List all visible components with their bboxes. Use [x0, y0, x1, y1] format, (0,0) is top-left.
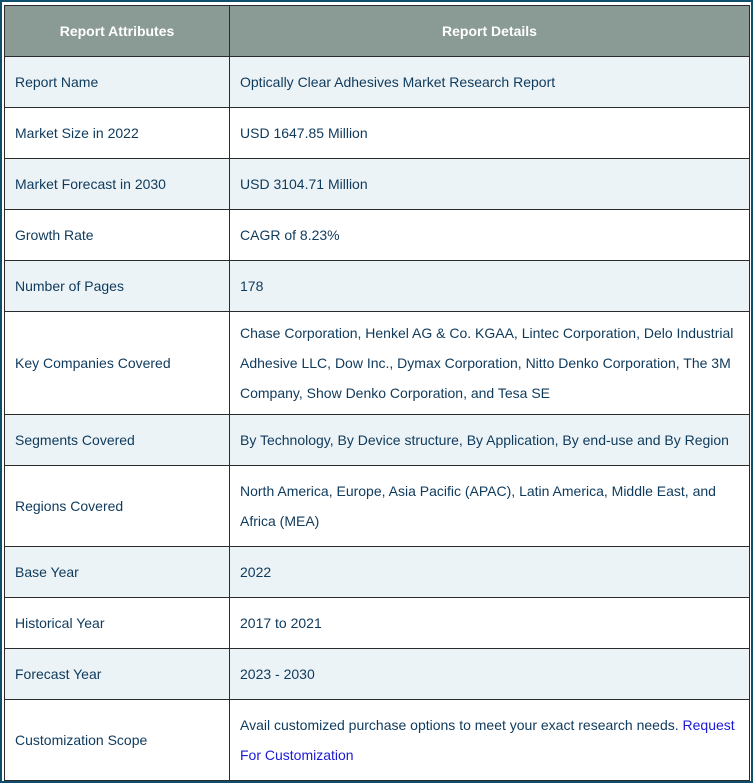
row-value: Chase Corporation, Henkel AG & Co. KGAA, Lintec Corporation, Delo Industrial Adhesive LLC, Dow Inc., Dymax Corporation, Nitto Denko Corporation, The 3M Company, Show Denko Corporation, and Tesa SE: [230, 312, 750, 415]
row-attribute: Base Year: [5, 547, 230, 598]
row-attribute: Historical Year: [5, 598, 230, 649]
customization-text: Avail customized purchase options to meet your exact research needs.: [240, 717, 683, 733]
row-attribute: Growth Rate: [5, 210, 230, 261]
table-row: [5, 598, 750, 649]
row-value: USD 3104.71 Million: [230, 159, 750, 210]
row-value: North America, Europe, Asia Pacific (APAC), Latin America, Middle East, and Africa (MEA): [230, 466, 750, 547]
row-attribute: Forecast Year: [5, 649, 230, 700]
table-header-row: [5, 6, 750, 57]
row-attribute: Market Forecast in 2030: [5, 159, 230, 210]
row-attribute: Report Name: [5, 57, 230, 108]
request-customization-link[interactable]: Request For Customization: [240, 717, 735, 763]
table-row: [5, 159, 750, 210]
header-report-details: Report Details: [230, 6, 750, 57]
header-report-attributes: Report Attributes: [5, 6, 230, 57]
row-value: [230, 700, 750, 781]
table-row: [5, 210, 750, 261]
row-value: Optically Clear Adhesives Market Research Report: [230, 57, 750, 108]
table-row: [5, 261, 750, 312]
row-attribute: Customization Scope: [5, 700, 230, 781]
table-row: [5, 649, 750, 700]
row-attribute: Key Companies Covered: [5, 312, 230, 415]
row-value: 2017 to 2021: [230, 598, 750, 649]
table-row: [5, 547, 750, 598]
row-value: 2023 - 2030: [230, 649, 750, 700]
table-row: [5, 312, 750, 415]
row-value: USD 1647.85 Million: [230, 108, 750, 159]
row-value: 178: [230, 261, 750, 312]
report-attributes-table: [4, 5, 750, 781]
table-row: [5, 108, 750, 159]
row-attribute: Regions Covered: [5, 466, 230, 547]
row-value: CAGR of 8.23%: [230, 210, 750, 261]
table-row: [5, 57, 750, 108]
table-row: [5, 466, 750, 547]
row-value: 2022: [230, 547, 750, 598]
table-row: [5, 700, 750, 781]
row-value: By Technology, By Device structure, By Application, By end-use and By Region: [230, 415, 750, 466]
row-attribute: Market Size in 2022: [5, 108, 230, 159]
row-attribute: Segments Covered: [5, 415, 230, 466]
row-attribute: Number of Pages: [5, 261, 230, 312]
table-row: [5, 415, 750, 466]
